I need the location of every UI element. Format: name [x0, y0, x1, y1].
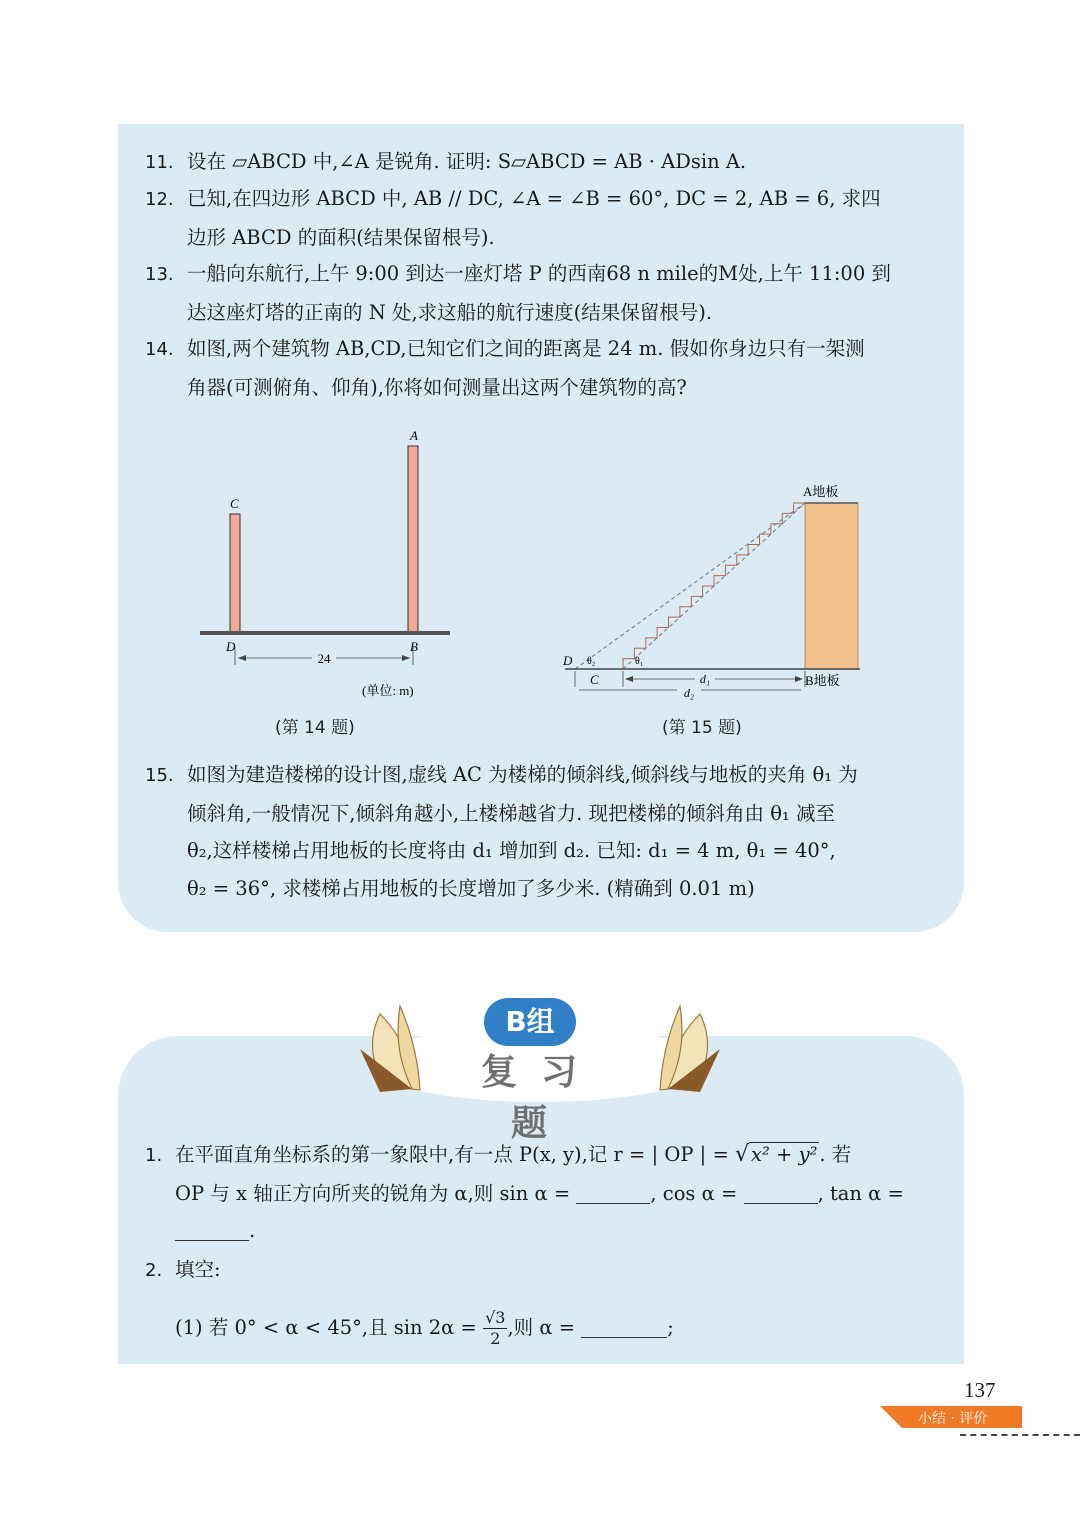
unit-label: (单位: m) [362, 683, 414, 698]
figure-15-caption: (第 15 题) [662, 718, 742, 738]
label-b: B [410, 639, 418, 654]
question-number: 14. [145, 339, 174, 360]
question-number: 13. [145, 264, 174, 285]
question-end-period: . [249, 1219, 256, 1242]
label-d: D [563, 653, 573, 668]
question-text-line1: 一船向东航行,上午 9:00 到达一座灯塔 P 的西南68 n mile的M处,上午 11:00 到 [187, 262, 891, 285]
question-text-line2: 边形 ABCD 的面积(结果保留根号). [187, 225, 495, 249]
open-book-left-icon [360, 1006, 420, 1092]
alpha-prompt: ,则 α = [507, 1315, 576, 1339]
d2-label: d₂ [683, 686, 695, 700]
question-text-line2: 达这座灯塔的正南的 N 处,求这船的航行速度(结果保留根号). [187, 300, 713, 324]
question-number: 15. [145, 765, 174, 786]
question-text: 设在 ▱ABCD 中,∠A 是锐角. 证明: S▱ABCD = AB · ADsin A. [187, 150, 747, 173]
label-c: C [590, 672, 599, 687]
question-15 [145, 756, 945, 907]
question-text-line1: 已知,在四边形 ABCD 中, AB // DC, ∠A = ∠B = 60°, DC = 2, AB = 6, 求四 [187, 187, 881, 210]
review-title: 复习题 [480, 1052, 601, 1144]
upper-floor-wall [805, 503, 858, 669]
question-text-line1: 如图,两个建筑物 AB,CD,已知它们之间的距离是 24 m. 假如你身边只有一架测 [187, 337, 865, 360]
figure-14-caption: (第 14 题) [275, 718, 355, 738]
question-text-line2: 角器(可测俯角、仰角),你将如何测量出这两个建筑物的高? [187, 375, 687, 399]
question-text: 填空: [175, 1258, 221, 1281]
sin-answer-blank[interactable] [576, 1181, 650, 1204]
question-number: 2. [145, 1260, 163, 1281]
b-question-2 [145, 1251, 945, 1349]
group-b-badge: B组 [484, 998, 576, 1046]
cos-prompt: , cos α = [650, 1181, 738, 1205]
question-11 [145, 143, 945, 182]
fraction-denominator: 2 [490, 1328, 501, 1348]
distance-label: 24 [317, 651, 331, 666]
b-question-1 [145, 1136, 945, 1250]
figure-15-diagram [555, 475, 875, 705]
sqrt-radicand: x² + y² [751, 1143, 818, 1166]
semicolon: ; [667, 1315, 674, 1339]
question-text-part1: 在平面直角坐标系的第一象限中,有一点 P(x, y),记 r = | OP | = [175, 1143, 735, 1166]
sub-question-1 [145, 1308, 945, 1349]
theta1-label: θ₁ [635, 656, 644, 667]
label-a: A [410, 428, 418, 443]
sqrt-sign: √ [734, 1142, 750, 1167]
figure-14-diagram [190, 420, 470, 710]
question-text-line3: θ₂,这样楼梯占用地板的长度将由 d₁ 增加到 d₂. 已知: d₁ = 4 m, θ₁ = 40°, [187, 839, 836, 862]
question-14 [145, 330, 945, 406]
label-a-floor: A地板 [803, 484, 839, 499]
tan-prompt: , tan α = [817, 1181, 904, 1205]
fraction [483, 1308, 507, 1349]
question-text-line1: 如图为建造楼梯的设计图,虚线 AC 为楼梯的倾斜线,倾斜线与地板的夹角 θ₁ 为 [187, 763, 858, 786]
question-12 [145, 180, 945, 256]
d1-label: d₁ [699, 672, 711, 686]
label-b-floor: B地板 [805, 673, 840, 688]
label-c: C [230, 496, 239, 511]
alpha-answer-blank[interactable] [581, 1315, 667, 1338]
footer-dashed-line [960, 1434, 1080, 1436]
question-13 [145, 255, 945, 331]
tan-answer-blank[interactable] [175, 1218, 249, 1241]
question-text-line2: 倾斜角,一般情况下,倾斜角越小,上楼梯越省力. 现把楼梯的倾斜角由 θ₁ 减至 [187, 801, 835, 825]
question-text-part2: . 若 [819, 1143, 852, 1166]
footer-section-label: 小结 · 评价 [918, 1411, 988, 1427]
page-number: 137 [964, 1378, 996, 1402]
question-number: 11. [145, 152, 174, 173]
building-cd [230, 514, 240, 632]
theta2-label: θ₂ [587, 656, 596, 667]
question-number: 12. [145, 189, 174, 210]
cos-answer-blank[interactable] [744, 1181, 818, 1204]
ground-line [200, 631, 450, 635]
open-book-right-icon [660, 1006, 720, 1092]
label-d: D [226, 639, 236, 654]
sub-question-prompt: (1) 若 0° < α < 45°,且 sin 2α = [175, 1315, 477, 1339]
slope-line-ad [575, 503, 805, 669]
sin-prompt: OP 与 x 轴正方向所夹的锐角为 α,则 sin α = [175, 1181, 571, 1205]
building-ab [408, 446, 418, 632]
question-text-line4: θ₂ = 36°, 求楼梯占用地板的长度增加了多少米. (精确到 0.01 m) [187, 876, 755, 900]
question-number: 1. [145, 1145, 163, 1166]
fraction-numerator: √3 [485, 1307, 506, 1327]
